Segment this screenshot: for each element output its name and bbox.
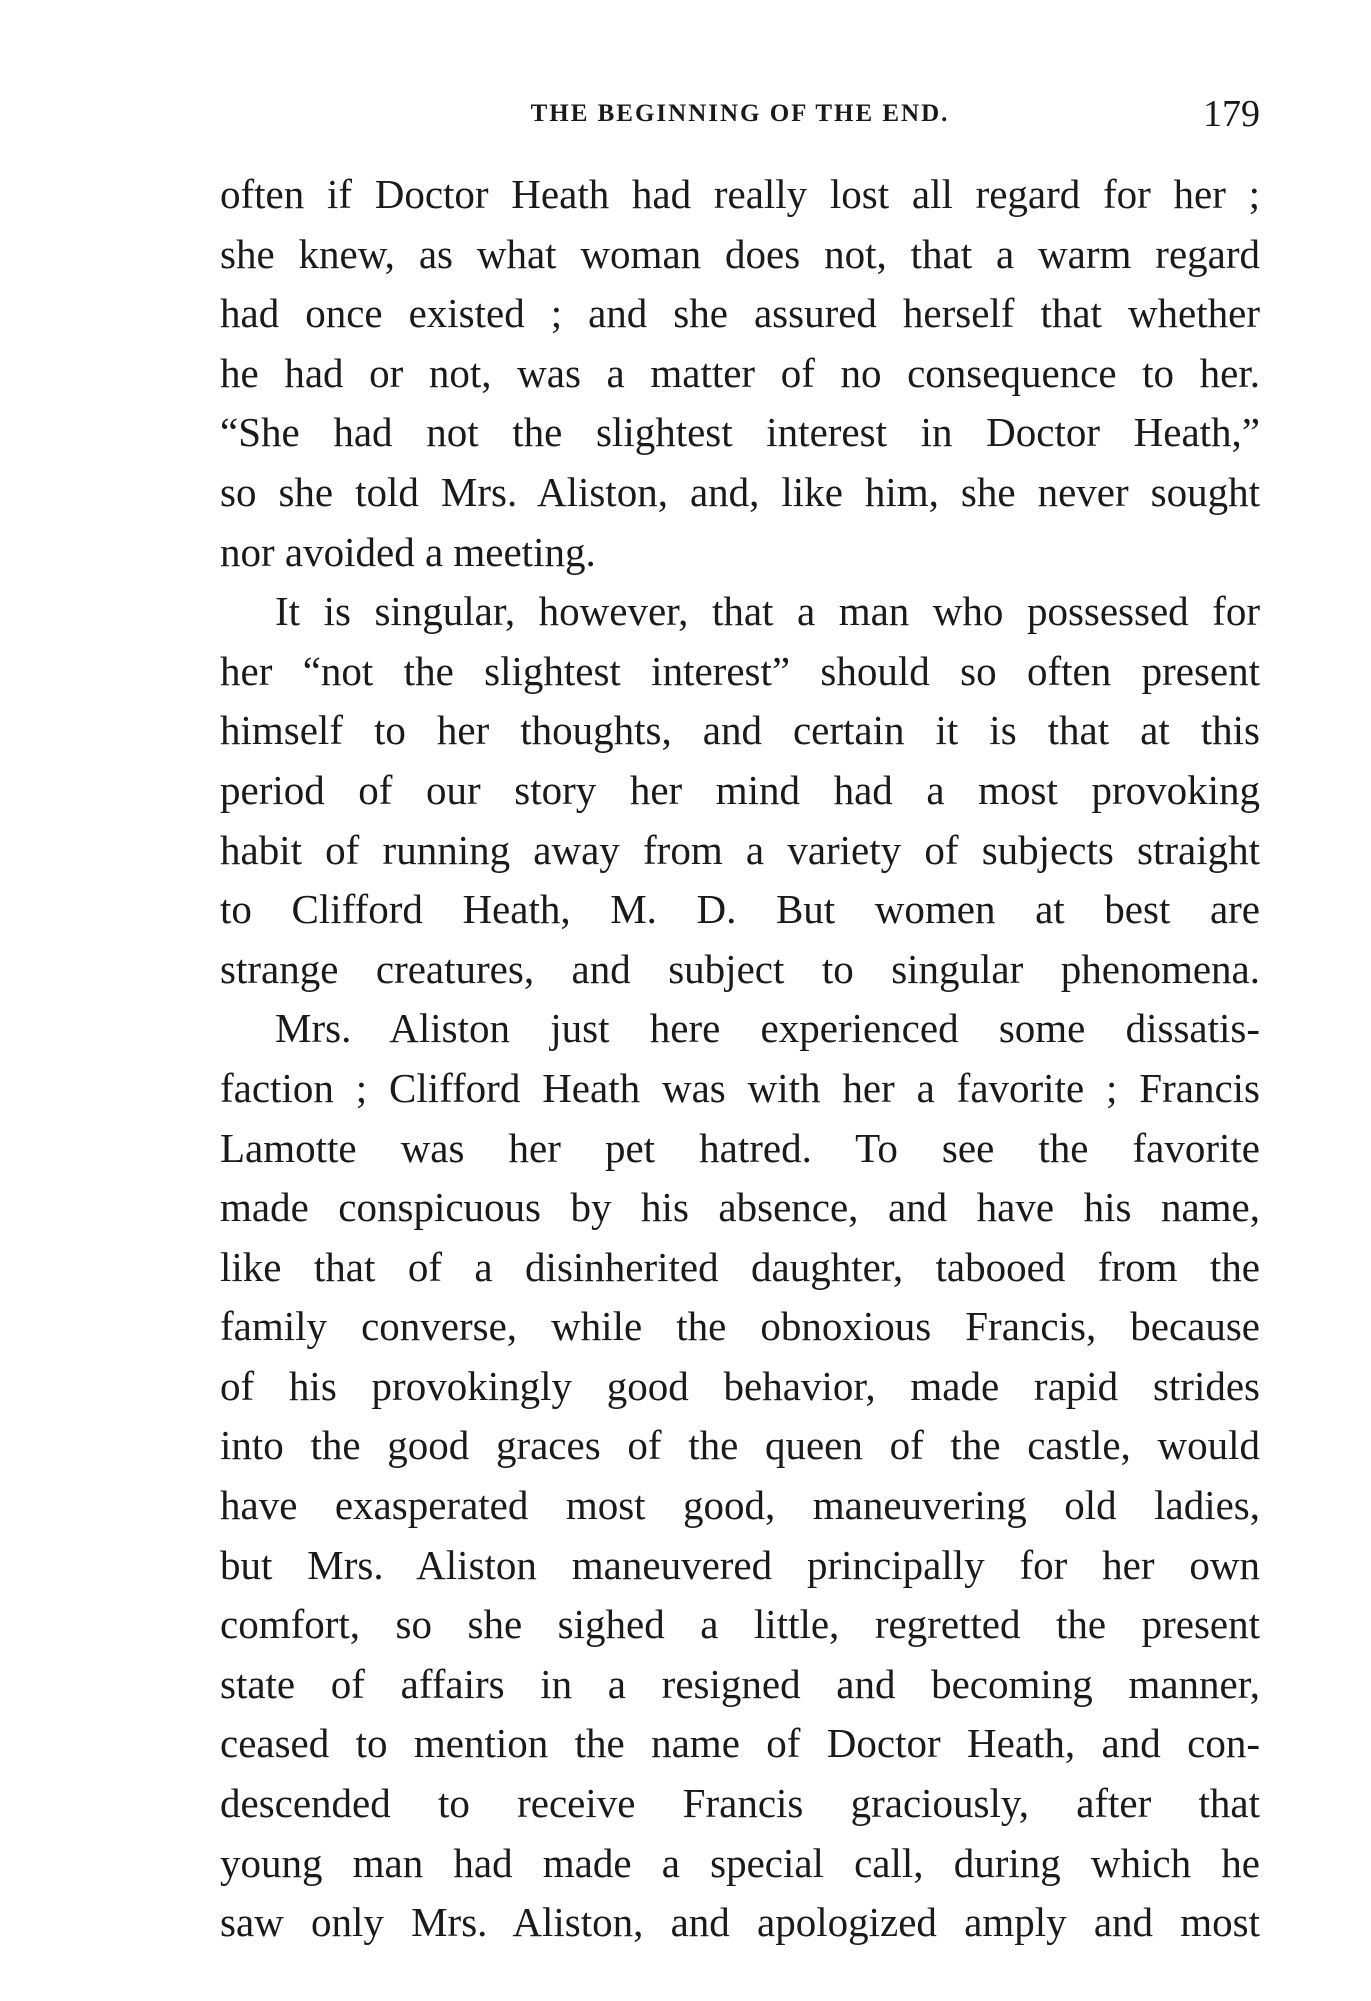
text-line: she knew, as what woman does not, that a warm regard: [220, 230, 1260, 277]
text-line: he had or not, was a matter of no consequence to her.: [220, 349, 1260, 396]
text-line: descended to receive Francis graciously, after that: [220, 1780, 1260, 1827]
text-line: family converse, while the obnoxious Francis, because: [220, 1303, 1260, 1350]
text-line: faction ; Clifford Heath was with her a favorite ; Francis: [220, 1064, 1260, 1111]
running-title: THE BEGINNING OF THE END.: [530, 100, 950, 127]
body-text: [220, 165, 1260, 1953]
text-line: state of affairs in a resigned and becoming manner,: [220, 1660, 1260, 1707]
text-line: her “not the slightest interest” should so often present: [220, 647, 1260, 694]
text-line: have exasperated most good, maneuvering old ladies,: [220, 1482, 1260, 1529]
text-line: ceased to mention the name of Doctor Heath, and con-: [220, 1720, 1260, 1767]
paragraph-start-line: It is singular, however, that a man who possessed for: [275, 588, 1260, 635]
text-line: “She had not the slightest interest in Doctor Heath,”: [220, 409, 1260, 456]
page-number: 179: [1203, 93, 1260, 135]
text-line: Lamotte was her pet hatred. To see the favorite: [220, 1124, 1260, 1171]
text-line: often if Doctor Heath had really lost all regard for her ;: [220, 171, 1260, 217]
text-line: had once existed ; and she assured herself that whether: [220, 290, 1260, 337]
text-line: of his provokingly good behavior, made rapid strides: [220, 1362, 1260, 1409]
text-line: but Mrs. Aliston maneuvered principally for her own: [220, 1541, 1260, 1588]
paragraph-end-line: strange creatures, and subject to singular phenomena.: [220, 945, 1260, 992]
text-line: habit of running away from a variety of subjects straight: [220, 826, 1260, 873]
text-line: made conspicuous by his absence, and have his name,: [220, 1184, 1260, 1231]
text-line: to Clifford Heath, M. D. But women at best are: [220, 886, 1260, 933]
text-line: himself to her thoughts, and certain it is that at this: [220, 707, 1260, 754]
text-line: comfort, so she sighed a little, regretted the present: [220, 1601, 1260, 1648]
paragraph-start-line: Mrs. Aliston just here experienced some dissatis-: [275, 1005, 1260, 1052]
text-line: young man had made a special call, during which he: [220, 1839, 1260, 1886]
text-line: so she told Mrs. Aliston, and, like him, she never sought: [220, 468, 1260, 515]
paragraph-end-line: nor avoided a meeting.: [220, 528, 596, 575]
running-head: [220, 92, 1260, 136]
text-line: into the good graces of the queen of the castle, would: [220, 1422, 1260, 1469]
text-line: period of our story her mind had a most provoking: [220, 766, 1260, 813]
text-line: saw only Mrs. Aliston, and apologized amply and most: [220, 1899, 1260, 1946]
text-line: like that of a disinherited daughter, tabooed from the: [220, 1243, 1260, 1290]
